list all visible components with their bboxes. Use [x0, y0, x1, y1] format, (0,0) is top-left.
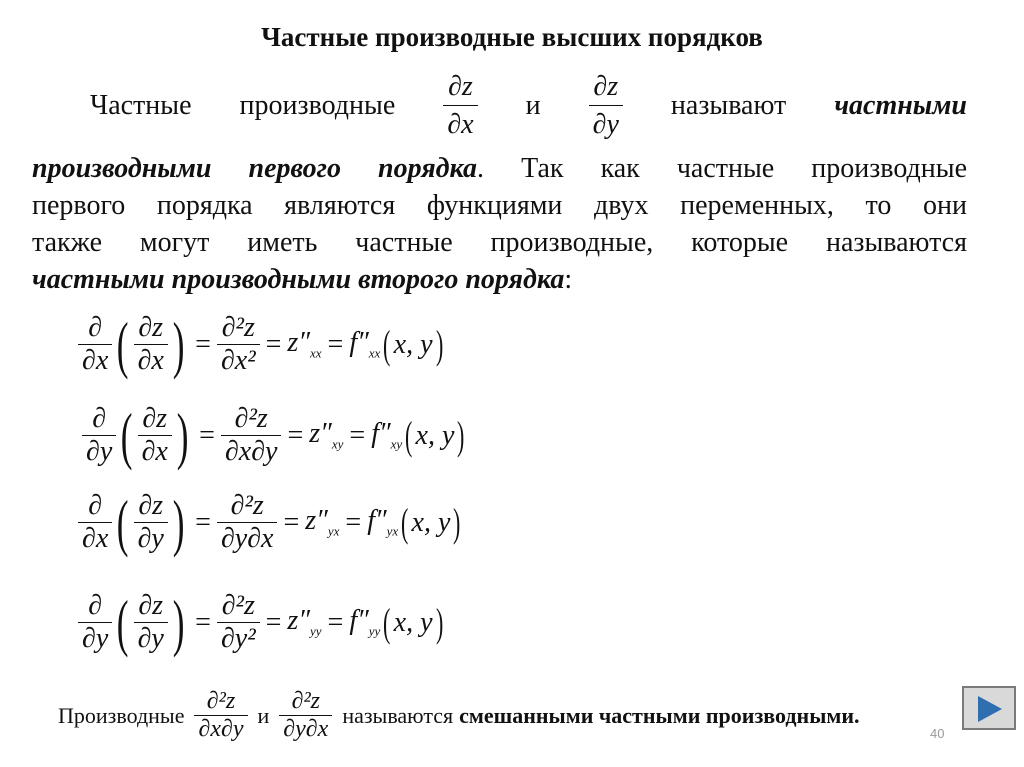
- intro-line: [32, 68, 967, 143]
- paragraph-text-2: . Так как частные производные: [477, 153, 967, 184]
- formula-xx: $\frac{\partial}{\partial x}$ ( $\frac{\partial z}{\partial x}$ ) = $\frac{\text{∂²z}}{\text{∂x²}}$ = $z''_{xx}$ = $f''_{xx}$ ( x, y ): [78, 312, 446, 377]
- colon: :: [564, 264, 573, 295]
- intro-word-4: частными: [834, 90, 967, 121]
- formula-yy: $\frac{\partial}{\partial y}$ ( $\frac{\partial z}{\partial y}$ ) = $\frac{\text{∂²z}}{\text{∂y²}}$ = $z''_{yy}$ = $f''_{yy}$ ( x, y ): [78, 590, 446, 655]
- formula-xy: $\frac{\partial}{\partial y}$ ( $\frac{\partial z}{\partial x}$ ) = $\frac{\text{∂²z}}{\partial x\partial y}$ = $z''_{xy}$ = $f''_{xy}$ ( x, y ): [82, 403, 468, 468]
- bottom-label: Производные: [58, 702, 185, 728]
- intro-word-2: производные: [239, 90, 396, 121]
- bold-term-first-order: производными первого порядка: [32, 153, 478, 184]
- page-number: 40: [930, 726, 945, 741]
- paragraph-line-2: [32, 150, 967, 187]
- fraction-dz-dy: $\frac{\partial z}{\partial y}$: [589, 68, 623, 143]
- formula-yx: $\frac{\partial}{\partial x}$ ( $\frac{\partial z}{\partial y}$ ) = $\frac{\text{∂²z}}{\partial y\partial x}$ = $z''_{yx}$ = $f''_{yx}$ ( x, y ): [78, 490, 464, 555]
- bottom-text: называются: [342, 702, 454, 728]
- paragraph-line-4: также могут иметь частные производные, которые называются: [32, 227, 967, 258]
- bottom-conj: и: [257, 702, 270, 728]
- bold-term-second-order: частными производными второго порядка: [32, 264, 565, 295]
- bottom-bold-term: смешанными частными производными.: [459, 702, 860, 728]
- fraction-d2z-dxdy: $\frac{\text{∂²z}}{\partial x\partial y}$: [194, 688, 247, 743]
- intro-word-1: Частные: [90, 90, 192, 121]
- bottom-line: [58, 688, 860, 743]
- page-title: Частные производные высших порядков: [261, 22, 763, 52]
- next-slide-button[interactable]: [962, 686, 1016, 730]
- paragraph-line-3: первого порядка являются функциями двух переменных, то они: [32, 190, 967, 221]
- intro-conj: и: [525, 90, 541, 121]
- intro-word-3: называют: [670, 90, 787, 121]
- paragraph-line-5: [32, 261, 967, 298]
- fraction-dz-dx: $\frac{\partial z}{\partial x}$: [443, 68, 477, 143]
- play-arrow-icon: [978, 696, 1002, 722]
- fraction-d2z-dydx: $\frac{\text{∂²z}}{\partial y\partial x}$: [279, 688, 332, 743]
